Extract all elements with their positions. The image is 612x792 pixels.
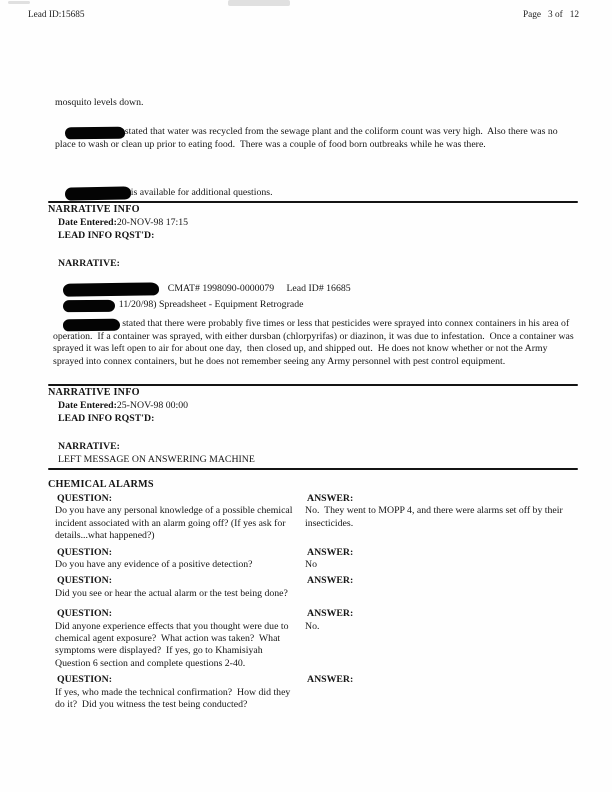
qa-row xyxy=(55,674,578,711)
section-divider xyxy=(48,468,578,470)
qa-row xyxy=(55,493,578,543)
question-label: QUESTION: xyxy=(57,493,112,504)
date-entered-value: 25-NOV-98 00:00 xyxy=(116,400,189,411)
narrative-label: NARRATIVE: xyxy=(58,258,120,269)
date-entered-line xyxy=(58,400,188,412)
lead-info-label: LEAD INFO RQST'D: xyxy=(58,413,155,424)
section-divider xyxy=(48,384,578,386)
answer-text: No. They went to MOPP 4, and there were alarms set off by their insecticides. xyxy=(305,505,566,529)
ref-text: CMAT# 1998090-0000079 Lead ID# 16685 xyxy=(167,283,351,295)
question-cell xyxy=(55,608,305,670)
qa-row xyxy=(55,547,578,572)
question-cell xyxy=(55,493,305,543)
qa-row xyxy=(55,608,578,670)
answer-text: No xyxy=(305,559,317,571)
section-divider xyxy=(48,201,578,203)
answer-label: ANSWER: xyxy=(307,493,354,504)
narrative-message: LEFT MESSAGE ON ANSWERING MACHINE xyxy=(58,454,255,465)
ref-text: 11/20/98) Spreadsheet - Equipment Retrograde xyxy=(118,299,304,311)
paragraph-text: stated that water was recycled from the sewage plant and the coliform count was very high. Also there was no place to wash or clean up prior to eating food. There was a couple of food born outbreaks while he was there. xyxy=(55,126,561,150)
qa-row xyxy=(55,575,578,600)
narrative-info-heading: NARRATIVE INFO xyxy=(48,387,140,398)
redaction-box xyxy=(65,187,131,201)
answer-cell xyxy=(305,674,578,711)
intro-paragraph-1 xyxy=(55,114,575,164)
chemical-alarms-qa-list xyxy=(55,493,578,716)
answer-label: ANSWER: xyxy=(307,546,354,558)
answer-cell xyxy=(305,608,578,670)
question-text: Do you have any evidence of a positive detection? xyxy=(55,559,253,571)
date-entered-value: 20-NOV-98 17:15 xyxy=(116,217,189,228)
question-cell xyxy=(55,547,305,572)
paragraph-text: stated that there were probably five times or less that pesticides were sprayed into connex containers in his area of operation. If a container was sprayed, with either dursban (chlorpyrifas) or diazinon, it was due to infestation. Once a container was sprayed it was left open to air for about one day, then closed up, and shipped out. He does not know whether or not the Army sprayed into connex containers, but he does not remember seeing any Army personnel with pest control equipment. xyxy=(53,318,577,367)
answer-label: ANSWER: xyxy=(307,674,354,686)
paragraph-text: is available for additional questions. xyxy=(130,187,273,199)
answer-cell xyxy=(305,547,578,572)
date-entered-label: Date Entered: xyxy=(58,217,117,228)
question-text: Did anyone experience effects that you thought were due to chemical agent exposure? What action was taken? What symptoms were displayed? If yes, go to Khamisiyah Question 6 section and complete questions 2-40. xyxy=(55,620,291,669)
question-cell xyxy=(55,575,305,600)
question-label: QUESTION: xyxy=(57,608,112,620)
answer-cell xyxy=(305,575,578,600)
narrative-info-heading: NARRATIVE INFO xyxy=(48,204,140,215)
intro-line: mosquito levels down. xyxy=(55,97,144,108)
redaction-box xyxy=(63,319,120,332)
answer-label: ANSWER: xyxy=(307,575,354,587)
lead-info-label: LEAD INFO RQST'D: xyxy=(58,230,155,241)
chemical-alarms-heading: CHEMICAL ALARMS xyxy=(48,479,154,490)
date-entered-label: Date Entered: xyxy=(58,400,117,411)
header-page-number: Page 3 of 12 xyxy=(522,10,579,20)
answer-text: No. xyxy=(305,620,320,632)
question-text: If yes, who made the technical confirmation? How did they do it? Did you witness the test being conducted? xyxy=(55,686,293,711)
narrative-label: NARRATIVE: xyxy=(58,441,120,452)
question-label: QUESTION: xyxy=(57,575,112,587)
header-lead-id: Lead ID:15685 xyxy=(28,10,85,20)
question-cell xyxy=(55,674,305,711)
question-label: QUESTION: xyxy=(57,546,112,558)
question-label: QUESTION: xyxy=(57,674,112,686)
answer-label: ANSWER: xyxy=(307,608,354,620)
redaction-box xyxy=(65,127,125,140)
answer-cell xyxy=(305,493,578,543)
narrative-body-paragraph xyxy=(53,306,577,380)
date-entered-line xyxy=(58,217,188,229)
scan-artifact xyxy=(8,1,30,4)
scan-artifact xyxy=(228,0,290,6)
question-text: Do you have any personal knowledge of a possible chemical incident associated with an alarm going off? (If yes ask for details...what happened?) xyxy=(55,505,295,542)
question-text: Did you see or hear the actual alarm or the test being done? xyxy=(55,587,288,599)
